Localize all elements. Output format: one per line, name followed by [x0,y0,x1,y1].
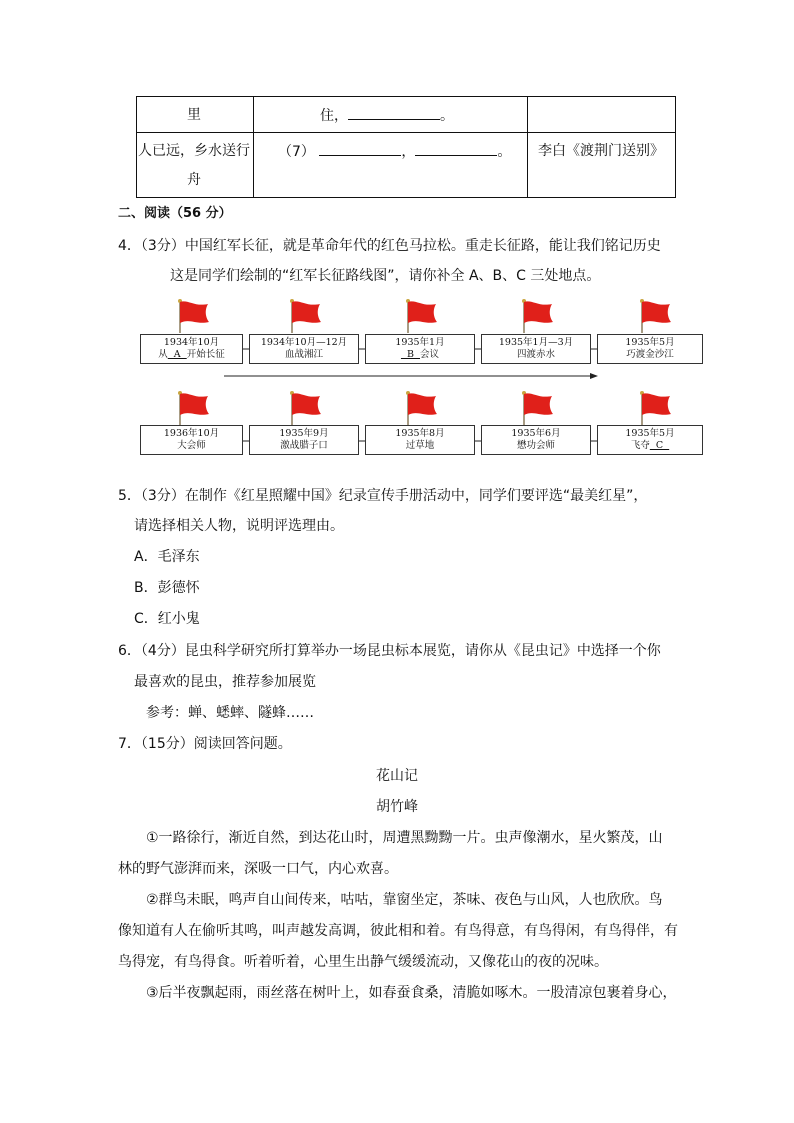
red-flag-icon [520,390,554,426]
article-paragraph: 像知道有人在偷听其鸣，叫声越发高调，彼此相和着。有鸟得意，有鸟得闲，有鸟得伴，有 [118,923,678,939]
red-flag-icon [288,390,322,426]
red-flag-icon [404,390,438,426]
question-5-text: 5．（3分）在制作《红星照耀中国》纪录宣传手册活动中，同学们要评选“最美红星”， [118,488,648,504]
cell-text: 。 [440,108,454,124]
node-label: 激战腊子口 [280,440,328,451]
question-5-text: 请选择相关人物，说明评选理由。 [134,518,344,534]
node-date: 1934年10月—12月 [260,337,348,348]
table-cell [278,141,511,162]
node-date: 1935年1月—3月 [498,337,574,348]
article-paragraph: ②群鸟未眠，鸣声自山间传来，咕咕，靠窗坐定，茶味、夜色与山风，人也欣欣。鸟 [146,892,663,908]
table-divider [527,97,528,197]
article-paragraph: 鸟得宠，有鸟得食。听着听着，心里生出静气缓缓流动，又像花山的夜的况味。 [118,954,608,970]
question-4-text: 4．（3分）中国红军长征，就是革命年代的红色马拉松。重走长征路，能让我们铭记历史 [118,238,661,254]
table-cell [320,105,454,126]
cell-text: 住， [320,108,348,124]
node-label: 开始长征 [186,349,225,360]
article-author: 胡竹峰 [376,799,418,815]
node-date: 1935年5月 [625,337,675,348]
node-date: 1935年6月 [511,428,561,439]
route-node [597,425,703,455]
red-flag-icon [638,298,672,334]
route-node [365,334,475,364]
red-flag-icon [288,298,322,334]
article-title: 花山记 [376,768,418,784]
table-cell: 里 [187,107,201,123]
red-flag-icon [404,298,438,334]
node-date: 1935年9月 [279,428,329,439]
article-paragraph: ③后半夜飘起雨，雨丝落在树叶上，如春蚕食桑，清脆如啄木。一股清凉包裹着身心， [146,985,677,1001]
cell-text: ， [401,144,416,160]
table-cell: 李白《渡荆门送别》 [538,143,664,159]
node-date: 1935年1月 [395,337,445,348]
question-6-text: 6．（4分）昆虫科学研究所打算举办一场昆虫标本展览，请你从《昆虫记》中选择一个你 [118,643,661,659]
fill-blank[interactable] [319,141,401,156]
node-label: 过草地 [405,440,435,451]
red-flag-icon [176,390,210,426]
node-label: 懋功会师 [516,440,555,451]
route-node [249,334,359,364]
article-paragraph: ①一路徐行，渐近自然，到达花山时，周遭黑黝黝一片。虫声像潮水，星火繁茂，山 [146,830,663,846]
fill-blank-b[interactable]: B [400,349,421,360]
node-label: 巧渡金沙江 [626,349,674,360]
fill-blank-c[interactable]: C [649,440,670,451]
node-date: 1935年5月 [625,428,675,439]
long-march-route-map [140,296,706,464]
question-7-text: 7．（15分）阅读回答问题。 [118,736,292,752]
cell-text: （7） [278,144,315,160]
node-date: 1934年10月 [163,337,220,348]
red-flag-icon [176,298,210,334]
route-node [481,334,591,364]
option-a[interactable]: A．毛泽东 [134,549,200,565]
table-divider [137,132,675,133]
fill-blank-a[interactable]: A [167,349,187,360]
route-node [249,425,359,455]
table-cell: 人已远，乡水送行 [138,143,250,159]
cell-text: 。 [497,144,512,160]
route-node [597,334,703,364]
route-node [365,425,475,455]
node-label: 四渡赤水 [516,349,555,360]
table-divider [253,97,254,197]
option-b[interactable]: B．彭德怀 [134,580,200,596]
route-node [140,425,243,455]
section-heading: 二、阅读（56 分） [118,206,232,221]
option-c[interactable]: C．红小鬼 [134,611,200,627]
node-label: 从 [158,349,168,360]
node-date: 1935年8月 [395,428,445,439]
article-paragraph: 林的野气澎湃而来，深吸一口气，内心欢喜。 [118,861,398,877]
node-date: 1936年10月 [163,428,220,439]
route-node [140,334,243,364]
poetry-table [136,96,676,198]
red-flag-icon [520,298,554,334]
question-6-reference: 参考：蝉、蟋蟀、隧蜂…… [146,705,314,721]
fill-blank[interactable] [415,141,497,156]
arrow-right-icon [590,373,598,379]
node-label: 会议 [420,349,440,360]
route-node [481,425,591,455]
question-6-text: 最喜欢的昆虫，推荐参加展览 [134,674,316,690]
table-cell: 舟 [187,172,201,188]
fill-blank[interactable] [348,105,440,120]
question-4-text: 这是同学们绘制的“红军长征路线图”，请你补全 A、B、C 三处地点。 [170,268,601,284]
node-label: 大会师 [177,440,206,451]
node-label: 血战湘江 [284,349,323,360]
red-flag-icon [638,390,672,426]
node-label: 飞夺 [630,440,650,451]
